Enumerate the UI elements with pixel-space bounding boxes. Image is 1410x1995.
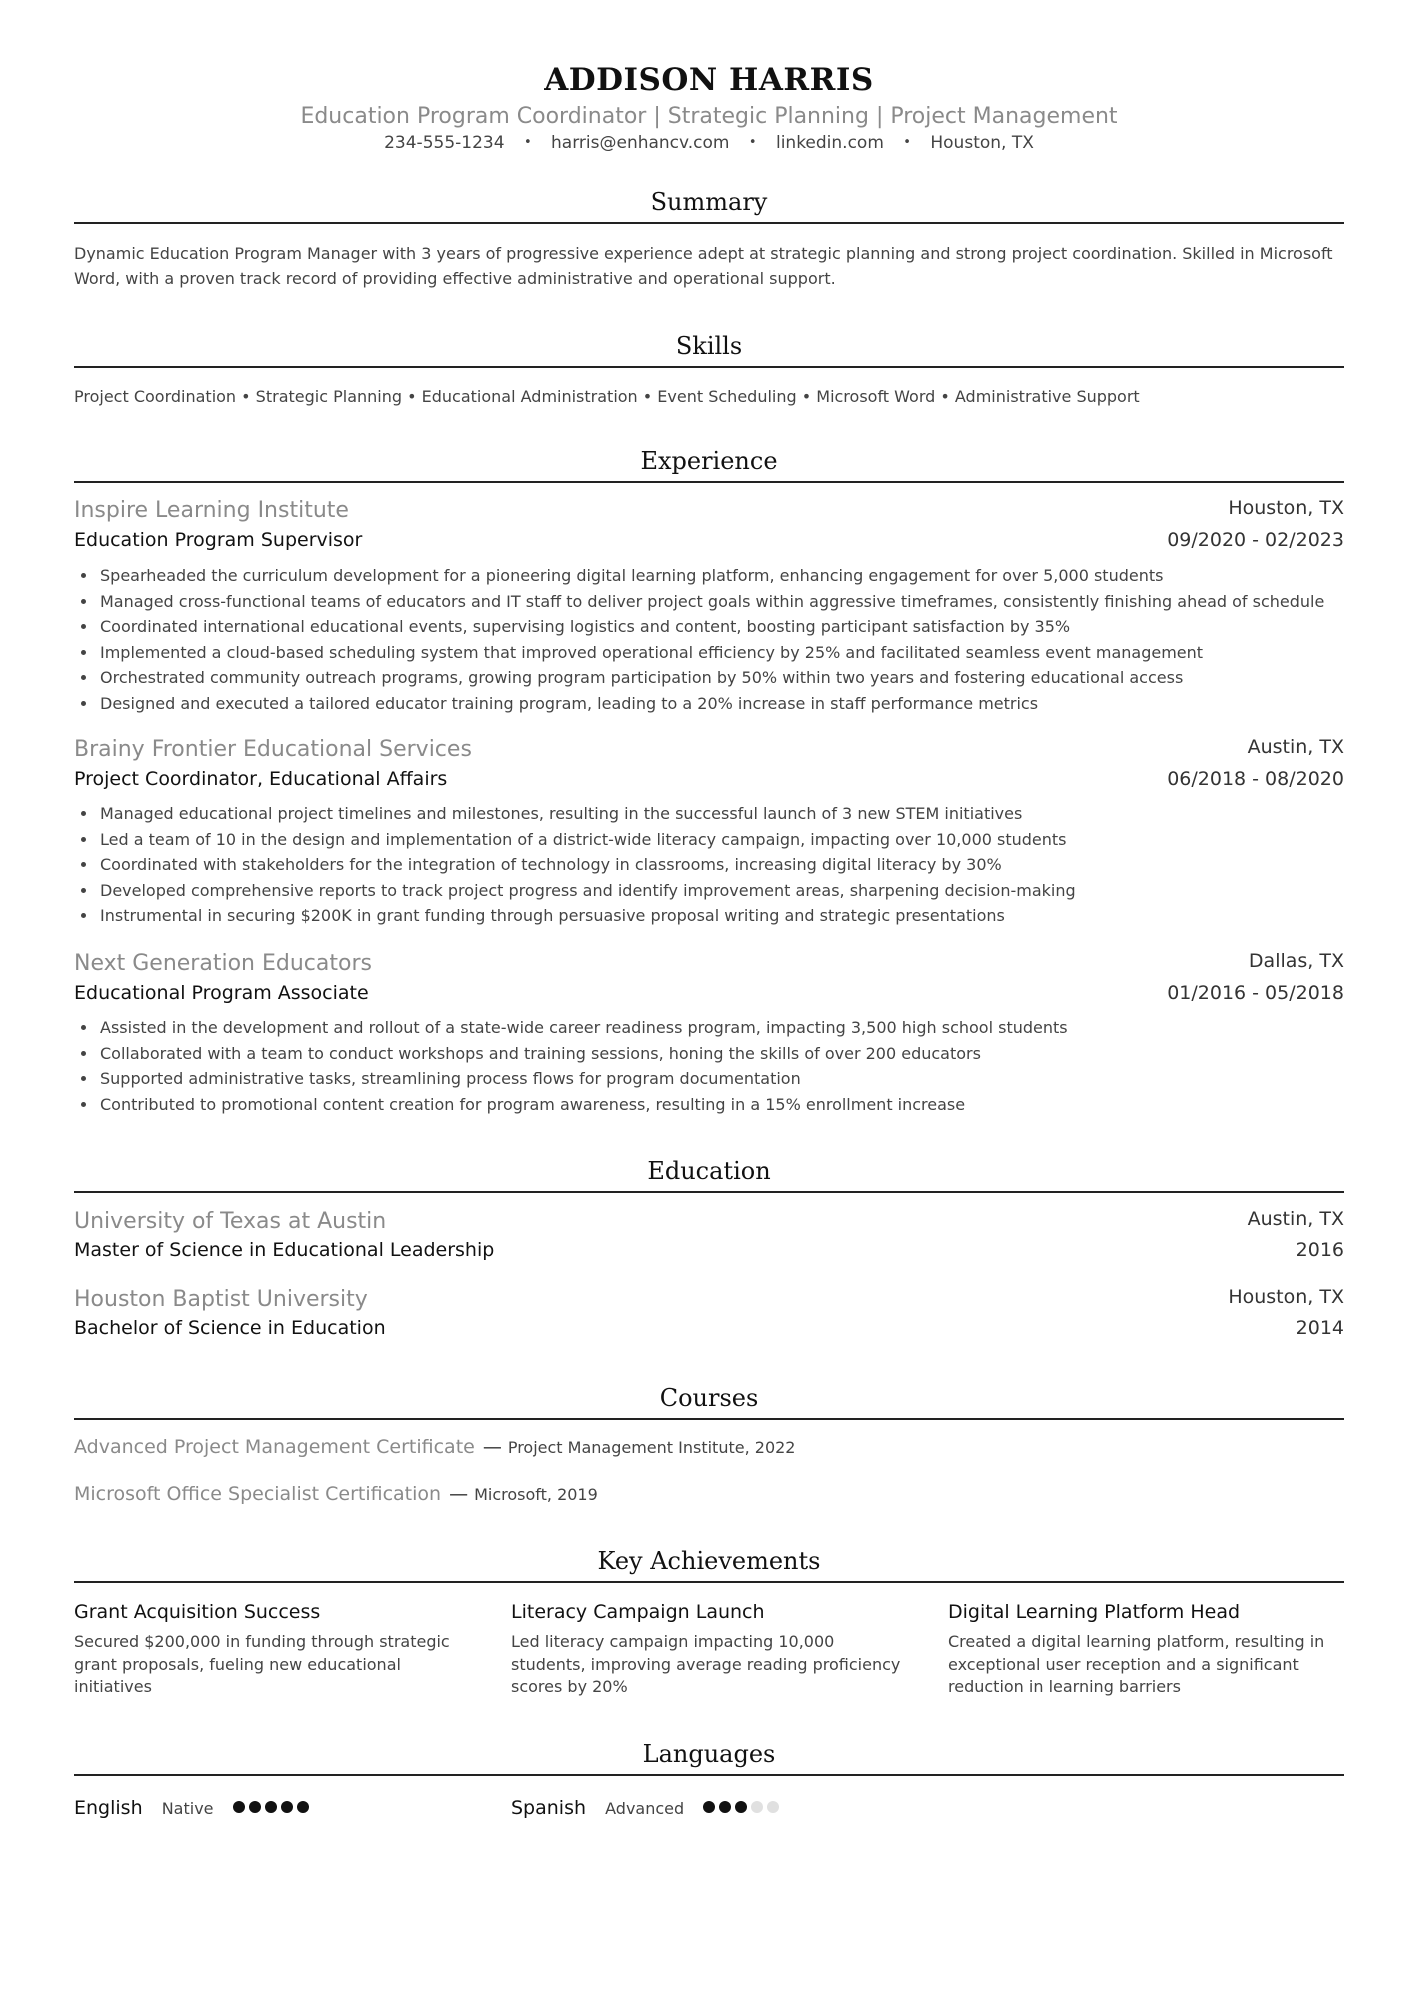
rating-dot-filled xyxy=(249,1801,261,1813)
achievement-title: Grant Acquisition Success xyxy=(74,1601,321,1623)
language-name: English xyxy=(74,1797,143,1819)
job-location: Houston, TX xyxy=(1228,497,1344,519)
separator-dot: • xyxy=(748,135,757,150)
list-item: • Orchestrated community outreach programs, growing program participation by 50% within two years and fostering educational access xyxy=(98,665,1344,691)
education-year: 2016 xyxy=(1295,1239,1344,1261)
rating-dot-filled xyxy=(703,1801,715,1813)
course-name: Microsoft Office Specialist Certification xyxy=(74,1483,442,1505)
linkedin-link[interactable]: linkedin.com xyxy=(775,133,884,153)
list-item: • Managed cross-functional teams of educators and IT staff to deliver project goals within aggressive timeframes, consistently finishing ahead of schedule xyxy=(98,589,1344,615)
education-location: Houston, TX xyxy=(1228,1286,1344,1308)
language-rating xyxy=(703,1798,783,1817)
language-item xyxy=(74,1797,313,1819)
language-name: Spanish xyxy=(511,1797,587,1819)
job-location: Austin, TX xyxy=(1247,736,1344,758)
rating-dot-filled xyxy=(719,1801,731,1813)
job-dates: 06/2018 - 08/2020 xyxy=(1167,768,1344,790)
location: Houston, TX xyxy=(930,133,1034,153)
job-company: Inspire Learning Institute xyxy=(74,498,349,523)
separator-dot: • xyxy=(903,135,911,150)
course-provider: Microsoft, 2019 xyxy=(474,1485,598,1504)
section-title-education: Education xyxy=(74,1157,1344,1193)
list-item: • Managed educational project timelines and milestones, resulting in the successful launch of 3 new STEM initiatives xyxy=(98,801,1344,827)
skills-text: Project Coordination • Strategic Planning • Educational Administration • Event Scheduling • Microsoft Word • Administrative Support xyxy=(74,387,1140,406)
rating-dot-empty xyxy=(751,1801,763,1813)
education-school: University of Texas at Austin xyxy=(74,1209,387,1234)
list-item: • Coordinated with stakeholders for the integration of technology in classrooms, increasing digital literacy by 30% xyxy=(98,852,1344,878)
list-item: • Implemented a cloud-based scheduling system that improved operational efficiency by 25% and facilitated seamless event management xyxy=(98,640,1344,666)
job-bullets xyxy=(74,563,1344,716)
rating-dot-filled xyxy=(735,1801,747,1813)
achievement-title: Digital Learning Platform Head xyxy=(948,1601,1241,1623)
section-title-experience: Experience xyxy=(74,447,1344,483)
course-item xyxy=(74,1483,598,1505)
job-title: Education Program Supervisor xyxy=(74,529,363,551)
course-item xyxy=(74,1436,795,1458)
list-item: • Designed and executed a tailored educator training program, leading to a 20% increase in staff performance metrics xyxy=(98,691,1344,717)
job-dates: 09/2020 - 02/2023 xyxy=(1167,529,1344,551)
job-title: Project Coordinator, Educational Affairs xyxy=(74,768,448,790)
language-level: Advanced xyxy=(605,1799,685,1818)
achievement-item xyxy=(74,1601,474,1699)
email-link[interactable]: harris@enhancv.com xyxy=(551,133,730,153)
list-item: • Contributed to promotional content creation for program awareness, resulting in a 15% enrollment increase xyxy=(98,1092,1344,1118)
rating-dot-filled xyxy=(233,1801,245,1813)
phone: 234-555-1234 xyxy=(384,133,505,153)
section-title-courses: Courses xyxy=(74,1384,1344,1420)
candidate-tagline: Education Program Coordinator | Strategic Planning | Project Management xyxy=(300,104,1118,129)
list-item: • Instrumental in securing $200K in grant funding through persuasive proposal writing and strategic presentations xyxy=(98,903,1344,929)
education-location: Austin, TX xyxy=(1247,1208,1344,1230)
achievement-desc: Led literacy campaign impacting 10,000 students, improving average reading proficiency scores by 20% xyxy=(511,1632,901,1696)
course-provider: Project Management Institute, 2022 xyxy=(507,1438,796,1457)
list-item: • Collaborated with a team to conduct workshops and training sessions, honing the skills of over 200 educators xyxy=(98,1041,1344,1067)
job-company: Brainy Frontier Educational Services xyxy=(74,737,472,762)
list-item: • Coordinated international educational events, supervising logistics and content, boosting participant satisfaction by 35% xyxy=(98,614,1344,640)
rating-dot-filled xyxy=(297,1801,309,1813)
language-rating xyxy=(233,1798,313,1817)
education-year: 2014 xyxy=(1295,1317,1344,1339)
list-item: • Assisted in the development and rollout of a state-wide career readiness program, impacting 3,500 high school students xyxy=(98,1015,1344,1041)
achievement-item xyxy=(511,1601,911,1699)
contact-line xyxy=(74,133,1344,153)
rating-dot-empty xyxy=(767,1801,779,1813)
achievement-title: Literacy Campaign Launch xyxy=(511,1601,765,1623)
job-company: Next Generation Educators xyxy=(74,951,372,976)
separator-dot: • xyxy=(523,135,532,150)
rating-dot-filled xyxy=(281,1801,293,1813)
list-item: • Led a team of 10 in the design and implementation of a district-wide literacy campaign, impacting over 10,000 students xyxy=(98,827,1344,853)
job-bullets xyxy=(74,801,1344,929)
achievement-desc: Created a digital learning platform, resulting in exceptional user reception and a significant reduction in learning barriers xyxy=(948,1632,1325,1696)
education-school: Houston Baptist University xyxy=(74,1287,368,1312)
list-item: • Supported administrative tasks, streamlining process flows for program documentation xyxy=(98,1066,1344,1092)
achievement-item xyxy=(948,1601,1348,1699)
job-dates: 01/2016 - 05/2018 xyxy=(1167,982,1344,1004)
summary-text: Dynamic Education Program Manager with 3 years of progressive experience adept at strategic planning and strong project coordination. Skilled in Microsoft Word, with a proven track record of providing effective administrative and operational support. xyxy=(74,244,1333,288)
achievement-desc: Secured $200,000 in funding through strategic grant proposals, fueling new educational initiatives xyxy=(74,1632,450,1696)
job-location: Dallas, TX xyxy=(1248,950,1344,972)
course-dash: — xyxy=(449,1483,469,1505)
course-name: Advanced Project Management Certificate xyxy=(74,1436,475,1458)
job-title: Educational Program Associate xyxy=(74,982,369,1004)
section-title-achievements: Key Achievements xyxy=(74,1547,1344,1583)
course-dash: — xyxy=(482,1436,502,1458)
section-title-languages: Languages xyxy=(74,1740,1344,1776)
section-title-summary: Summary xyxy=(74,188,1344,224)
list-item: • Developed comprehensive reports to track project progress and identify improvement areas, sharpening decision-making xyxy=(98,878,1344,904)
language-level: Native xyxy=(161,1799,214,1818)
candidate-name: ADDISON HARRIS xyxy=(544,62,874,98)
rating-dot-filled xyxy=(265,1801,277,1813)
language-item xyxy=(511,1797,783,1819)
section-title-skills: Skills xyxy=(74,332,1344,368)
list-item: • Spearheaded the curriculum development for a pioneering digital learning platform, enhancing engagement for over 5,000 students xyxy=(98,563,1344,589)
job-bullets xyxy=(74,1015,1344,1117)
education-degree: Master of Science in Educational Leadership xyxy=(74,1239,495,1261)
education-degree: Bachelor of Science in Education xyxy=(74,1317,386,1339)
